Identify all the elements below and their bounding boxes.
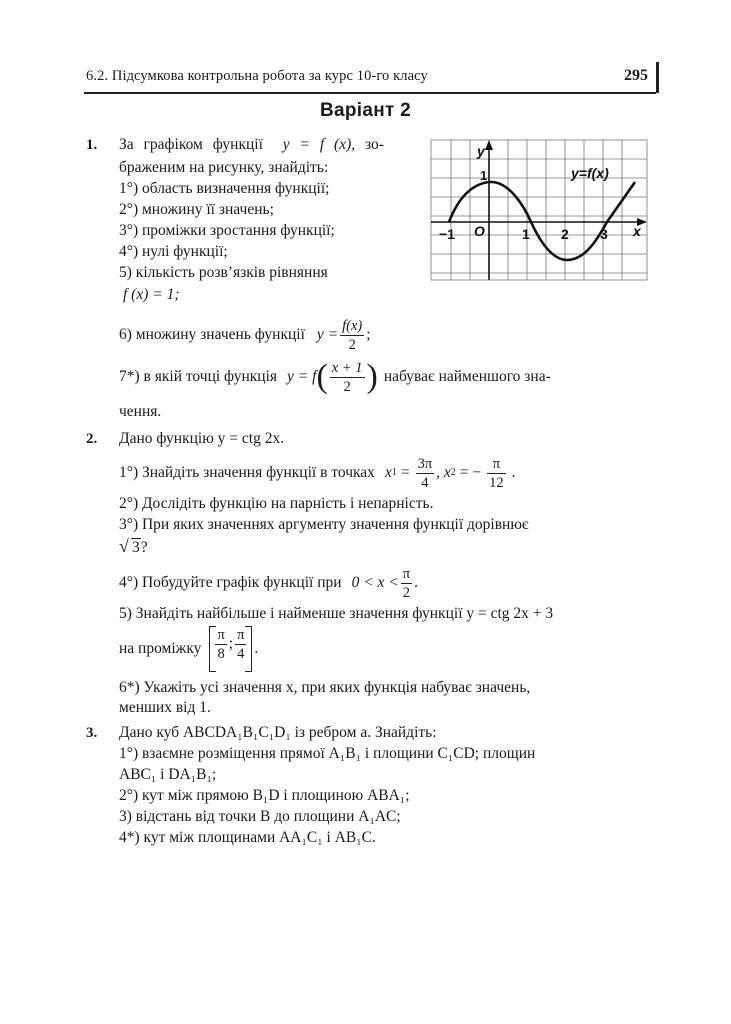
task2-x2-eq: = − bbox=[459, 464, 482, 481]
task3-line-6: 4*) кут між площинами AA₁C₁ і AB₁C. bbox=[119, 829, 376, 846]
frac-denominator: 4 bbox=[421, 474, 429, 491]
task2-item1-text: 1°) Знайдіть значення функції в точках bbox=[119, 464, 375, 481]
task2-item4-ineq: 0 < x < bbox=[351, 574, 399, 591]
left-paren-icon: ( bbox=[316, 358, 328, 395]
function-graph bbox=[425, 136, 650, 284]
page-header bbox=[84, 62, 656, 92]
frac-numerator: π bbox=[237, 627, 245, 643]
frac-denominator: 4 bbox=[237, 646, 245, 662]
graph-tick-minus1: −1 bbox=[439, 226, 455, 242]
task1-item-1: 1°) область визначення функції; bbox=[119, 180, 330, 197]
graph-tick-3: 3 bbox=[600, 226, 608, 242]
graph-y-axis-label: y bbox=[477, 143, 485, 159]
task3-line-3: ABC₁ і DA₁B₁; bbox=[119, 766, 217, 783]
task1-line1 bbox=[119, 135, 384, 155]
task2-number: 2. bbox=[86, 431, 98, 447]
task1-item7-end: набуває найменшого зна- bbox=[383, 368, 551, 385]
task2-x2-frac bbox=[487, 455, 506, 492]
frac-denominator: 8 bbox=[217, 646, 225, 662]
task2-interval-a bbox=[215, 626, 226, 663]
task1-eq5: f (x) = 1; bbox=[123, 286, 180, 303]
task2-x1-frac bbox=[416, 455, 435, 492]
frac-denominator: 12 bbox=[489, 474, 504, 491]
task2-item4-frac bbox=[401, 565, 412, 602]
task1-item-5: 5) кількість розв’язків рівняння bbox=[119, 264, 328, 281]
task1-item-3: 3°) проміжки зростання функції; bbox=[119, 222, 335, 239]
right-paren-icon: ) bbox=[366, 358, 378, 395]
task2-x1: x bbox=[384, 464, 392, 481]
graph-tick-2: 2 bbox=[561, 226, 569, 242]
task1-item7-frac bbox=[330, 359, 365, 396]
task1-line2: браженим на рисунку, знайдіть: bbox=[119, 159, 329, 176]
task1-item6-frac bbox=[340, 317, 364, 354]
task2-x1-sub: 1 bbox=[391, 467, 397, 478]
frac-numerator: x + 1 bbox=[331, 359, 363, 376]
graph-curve-label: y=f(x) bbox=[571, 165, 609, 181]
task2-item-3: 3°) При яких значеннях аргументу значення функції дорівнює bbox=[119, 516, 529, 533]
task1-item6-end: ; bbox=[366, 326, 371, 343]
task1-line1-end: , зо- bbox=[351, 136, 384, 153]
frac-numerator: π bbox=[402, 565, 411, 582]
variant-title: Варіант 2 bbox=[319, 100, 412, 121]
task2-interval-b bbox=[235, 626, 246, 663]
task2-item-1: 1°) Знайдіть значення функції в точках x 1 = $\frac{3\pi}{4}$ , x 2 = − $\frac{\pi}{12}$ . bbox=[119, 455, 516, 491]
task2-x2-sub: 2 bbox=[450, 467, 456, 478]
task2-item-4: 4°) Побудуйте графік функції при 0 < x < $\frac{\pi}{2}$ . bbox=[119, 565, 418, 601]
task2-root-value: 3 bbox=[132, 539, 140, 556]
task1-item7-y: y = f bbox=[287, 368, 317, 385]
task2-item6-line2: менших від 1. bbox=[119, 699, 211, 716]
interval-bracket-icon: $\frac{\pi}{8}$ ; $\frac{\pi}{4}$ bbox=[209, 626, 252, 672]
task3-line-1: Дано куб ABCDA₁B₁C₁D₁ із ребром a. Знайдіть: bbox=[119, 724, 437, 741]
task3-line-2: 1°) взаємне розміщення прямої A₁B₁ і площини C₁CD; площин bbox=[119, 745, 536, 762]
frac-denominator: 2 bbox=[402, 584, 411, 601]
task2-item6-line1: 6*) Укажіть усі значення x, при яких функція набуває значень, bbox=[119, 679, 531, 696]
task1-item-4: 4°) нулі функції; bbox=[119, 243, 228, 260]
header-rule bbox=[84, 92, 656, 94]
task3-line-4: 2°) кут між прямою B₁D і площиною ABA₁; bbox=[119, 787, 410, 804]
task2-intro: Дано функцію y = ctg 2x. bbox=[119, 430, 285, 447]
task1-item-6 bbox=[119, 312, 371, 358]
frac-denominator: 2 bbox=[348, 336, 356, 353]
function-curve bbox=[449, 182, 635, 260]
task3-line-5: 3) відстань від точки B до площини A₁AC; bbox=[119, 808, 401, 825]
task2-item3-end: ? bbox=[140, 539, 148, 556]
graph-tick-1: 1 bbox=[522, 226, 530, 242]
header-vertical-bar bbox=[656, 62, 659, 93]
task2-item5-line2: на проміжку $\frac{\pi}{8}$ ; $\frac{\pi}{4}$ . bbox=[119, 624, 258, 674]
sqrt-icon: √ 3 bbox=[119, 536, 140, 556]
task2-item-2: 2°) Дослідіть функцію на парність і непарність. bbox=[119, 495, 434, 512]
task1-item7-text: 7*) в якій точці функція bbox=[119, 368, 278, 385]
task3-number: 3. bbox=[86, 725, 98, 741]
graph-origin-label: O bbox=[474, 223, 485, 239]
header-title: 6.2. Підсумкова контрольна робота за курс 10-го класу bbox=[86, 68, 428, 84]
task1-item-7 bbox=[119, 354, 551, 400]
task2-x2: , x bbox=[436, 464, 451, 481]
task1-number: 1. bbox=[86, 137, 98, 153]
task1-item-2: 2°) множину її значень; bbox=[119, 201, 274, 218]
task2-item5-text: на проміжку bbox=[119, 640, 202, 657]
graph-y-tick-1: 1 bbox=[480, 168, 488, 183]
task1-item7-cont: чення. bbox=[119, 403, 162, 420]
task1-item6-y: y = bbox=[316, 326, 339, 343]
task2-item3-root-line bbox=[119, 538, 148, 558]
task1-formula: y = f (x) bbox=[282, 136, 352, 153]
frac-numerator: π bbox=[217, 627, 225, 643]
task1-item6-text: 6) множину значень функції bbox=[119, 326, 305, 343]
frac-numerator: f(x) bbox=[342, 317, 363, 334]
frac-numerator: π bbox=[487, 455, 506, 474]
task2-item5-line1: 5) Знайдіть найбільше і найменше значення функції y = ctg 2x + 3 bbox=[119, 605, 554, 622]
frac-numerator: 3π bbox=[417, 455, 433, 472]
graph-x-axis-label: x bbox=[633, 223, 641, 239]
task1-line1-text: За графіком функції bbox=[119, 136, 263, 153]
task2-item4-text: 4°) Побудуйте графік функції при bbox=[119, 574, 342, 591]
frac-denominator: 2 bbox=[343, 378, 351, 395]
page-number: 295 bbox=[624, 67, 648, 84]
